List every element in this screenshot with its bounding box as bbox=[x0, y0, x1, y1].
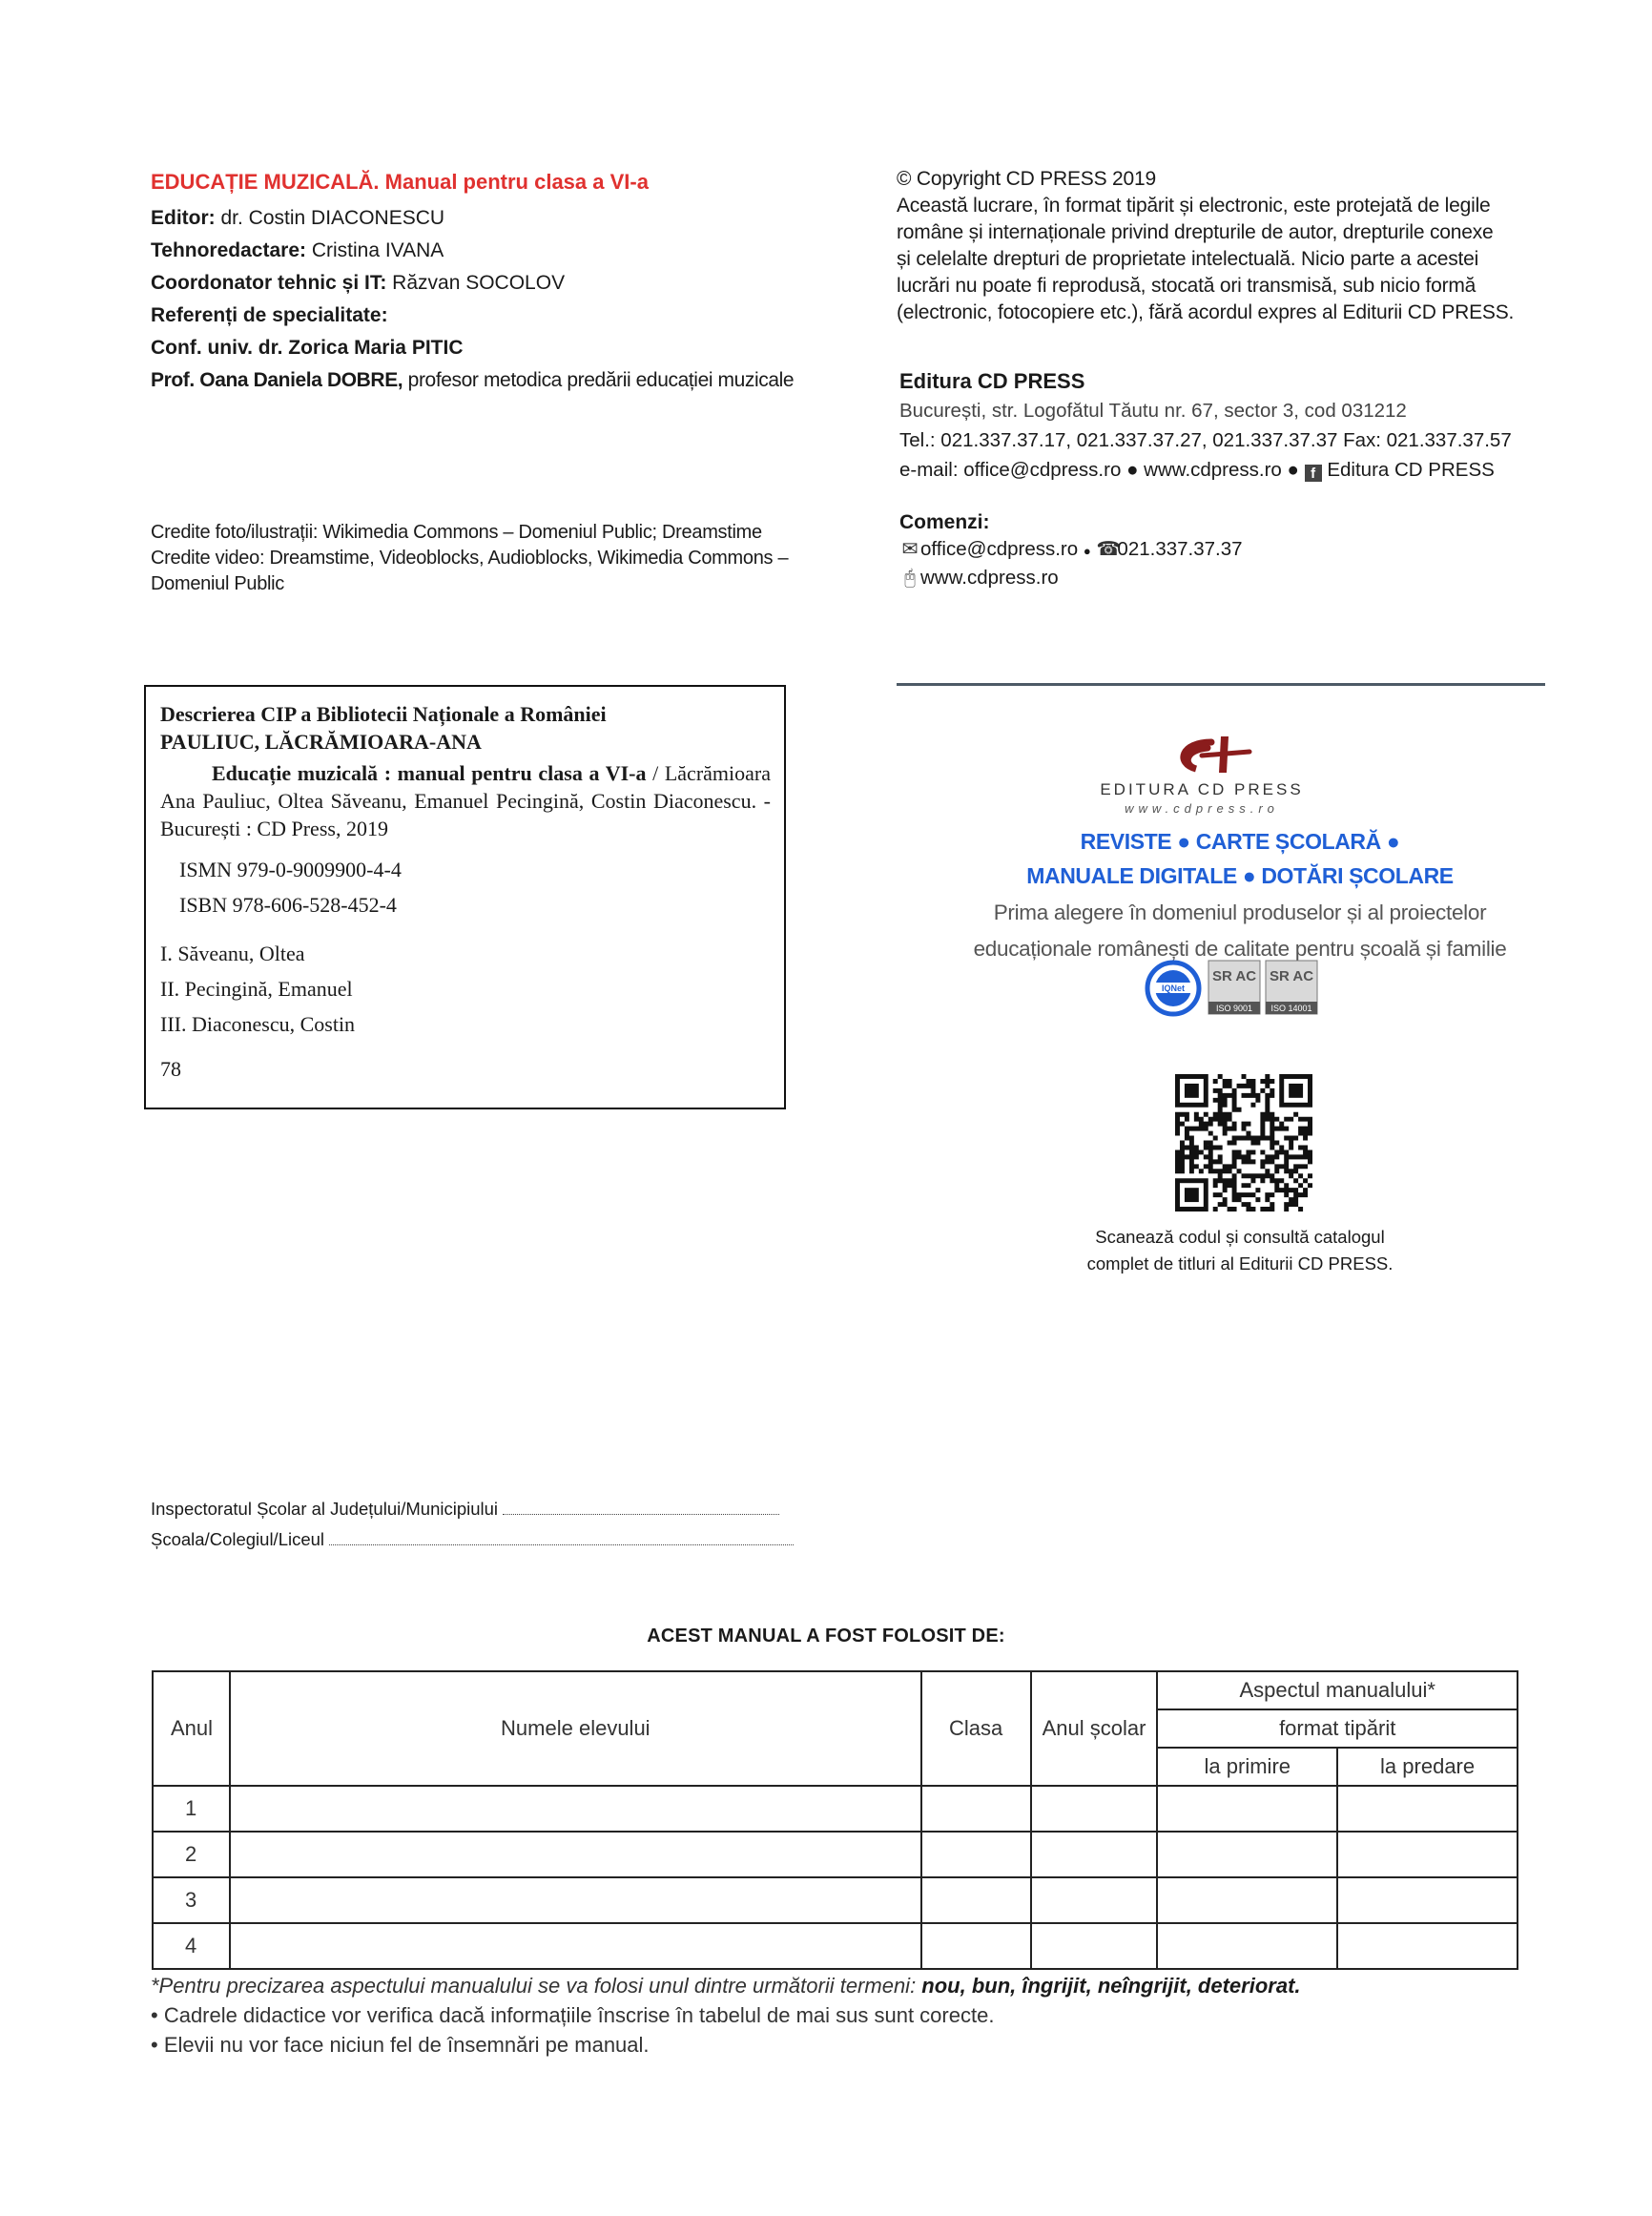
cip-description-box bbox=[144, 685, 786, 1109]
catalog-qr-code[interactable] bbox=[1175, 1074, 1312, 1212]
publisher-info bbox=[899, 366, 1567, 485]
school-year-cell[interactable] bbox=[1031, 1786, 1158, 1832]
class-cell[interactable] bbox=[921, 1786, 1031, 1832]
copyright-text-5: (electronic, fotocopiere etc.), fără acordul expres al Editurii CD PRESS. bbox=[897, 301, 1515, 323]
qr-finder-pattern bbox=[1177, 1181, 1206, 1210]
cip-description-rest: / Lăcrămioara Ana Pauliuc, Oltea Săveanu, Emanuel Pecingină, Costin Diaconescu. - București : CD Press, 2019 bbox=[160, 761, 771, 840]
col-header-aspect: Aspectul manualului* bbox=[1157, 1671, 1518, 1709]
svg-text:ISO 14001: ISO 14001 bbox=[1270, 1004, 1312, 1013]
class-cell[interactable] bbox=[921, 1877, 1031, 1923]
table-row bbox=[153, 1877, 1518, 1923]
cip-added-entry-3: III. Diaconescu, Costin bbox=[160, 1012, 356, 1036]
phone-icon: ☎ bbox=[1096, 538, 1121, 560]
photo-credits-line: Credite foto/ilustrații: Wikimedia Commons – Domeniul Public; Dreamstime bbox=[151, 522, 762, 543]
student-name-cell[interactable] bbox=[230, 1832, 921, 1877]
footnote-text: *Pentru precizarea aspectului manualului se va folosi unul dintre următorii termeni: bbox=[151, 1974, 922, 1998]
envelope-icon: ✉ bbox=[901, 538, 919, 560]
cip-book-title: Educație muzicală : manual pentru clasa a VI-a bbox=[212, 761, 647, 785]
publisher-address: București, str. Logofătul Tăutu nr. 67, sector 3, cod 031212 bbox=[899, 400, 1407, 422]
copyright-text-4: lucrări nu poate fi reprodusă, stocată ori transmisă, sub nicio formă bbox=[897, 275, 1476, 297]
copyright-notice bbox=[897, 166, 1555, 326]
qr-caption-line-1: Scanează codul și consultă catalogul bbox=[1095, 1227, 1385, 1247]
school-year-cell[interactable] bbox=[1031, 1877, 1158, 1923]
publisher-facebook[interactable]: Editura CD PRESS bbox=[1327, 459, 1495, 481]
table-row bbox=[153, 1832, 1518, 1877]
receive-cell[interactable] bbox=[1157, 1877, 1337, 1923]
tech-label: Coordonator tehnic și IT: bbox=[151, 272, 387, 294]
referee-2 bbox=[151, 364, 818, 397]
video-credits-line: Credite video: Dreamstime, Videoblocks, Audioblocks, Wikimedia Commons – bbox=[151, 548, 789, 569]
return-cell[interactable] bbox=[1337, 1923, 1518, 1969]
editor-line bbox=[151, 202, 818, 235]
orders-web-line bbox=[899, 565, 1567, 591]
orders-email[interactable]: office@cdpress.ro bbox=[920, 538, 1079, 560]
bullet-separator: ● bbox=[1083, 544, 1091, 558]
book-title: EDUCAȚIE MUZICALĂ. Manual pentru clasa a VI-a bbox=[151, 170, 649, 194]
svg-text:IQNet: IQNet bbox=[1161, 984, 1186, 993]
cip-added-entry-1: I. Săveanu, Oltea bbox=[160, 942, 305, 965]
row-number: 4 bbox=[153, 1923, 230, 1969]
school-field[interactable] bbox=[329, 1527, 794, 1545]
cip-isbn: ISBN 978-606-528-452-4 bbox=[179, 893, 397, 917]
school-label: Școala/Colegiul/Liceul bbox=[151, 1529, 325, 1549]
logo-wordmark: EDITURA CD PRESS bbox=[1100, 780, 1304, 798]
school-year-cell[interactable] bbox=[1031, 1923, 1158, 1969]
publisher-name: Editura CD PRESS bbox=[899, 369, 1085, 393]
copyright-text-1: Această lucrare, în format tipărit și electronic, este protejată de legile bbox=[897, 195, 1491, 217]
orders-phone: 021.337.37.37 bbox=[1117, 538, 1243, 560]
slogan-tagline-1: Prima alegere în domeniul produselor și al proiectelor bbox=[993, 901, 1487, 924]
cip-header: Descrierea CIP a Bibliotecii Naționale a României bbox=[160, 702, 607, 726]
qr-caption bbox=[1049, 1224, 1431, 1277]
mouse-icon: 🖰 bbox=[903, 567, 917, 589]
bullet-separator: ● bbox=[1287, 459, 1299, 481]
class-cell[interactable] bbox=[921, 1832, 1031, 1877]
cip-description bbox=[160, 759, 771, 842]
row-number: 3 bbox=[153, 1877, 230, 1923]
cip-added-entry-2: II. Pecingină, Emanuel bbox=[160, 977, 353, 1001]
col-header-class: Clasa bbox=[921, 1671, 1031, 1786]
orders-contacts bbox=[899, 536, 1567, 565]
cip-identifiers bbox=[160, 852, 771, 922]
copyright-text-2: române și internaționale privind drepturile de autor, drepturile conexe bbox=[897, 221, 1494, 243]
orders-web[interactable]: www.cdpress.ro bbox=[920, 567, 1059, 589]
school-fill-in bbox=[151, 1494, 818, 1555]
media-credits bbox=[151, 520, 837, 597]
publisher-email[interactable]: e-mail: office@cdpress.ro bbox=[899, 459, 1122, 481]
col-header-school-year: Anul școlar bbox=[1031, 1671, 1158, 1786]
section-divider bbox=[897, 683, 1545, 686]
inspectorate-field[interactable] bbox=[503, 1497, 779, 1515]
cip-ismn: ISMN 979-0-9009900-4-4 bbox=[179, 858, 402, 881]
referee-2-role: profesor metodica predării educației muzicale bbox=[403, 369, 795, 391]
return-cell[interactable] bbox=[1337, 1877, 1518, 1923]
iqnet-certification-icon bbox=[1145, 960, 1202, 1017]
publisher-contacts bbox=[899, 455, 1567, 485]
iso-14001-certification-icon bbox=[1265, 960, 1318, 1015]
receive-cell[interactable] bbox=[1157, 1832, 1337, 1877]
editor-label: Editor: bbox=[151, 207, 216, 229]
svg-text:ISO 9001: ISO 9001 bbox=[1215, 1004, 1253, 1013]
publisher-phones: Tel.: 021.337.37.17, 021.337.37.27, 021.337.37.37 Fax: 021.337.37.57 bbox=[899, 429, 1512, 451]
note-teachers: • Cadrele didactice vor verifica dacă informațiile înscrise în tabelul de mai sus sunt corecte. bbox=[151, 2003, 995, 2027]
referee-1: Conf. univ. dr. Zorica Maria PITIC bbox=[151, 337, 464, 359]
receive-cell[interactable] bbox=[1157, 1786, 1337, 1832]
dtp-label: Tehnoredactare: bbox=[151, 239, 306, 261]
usage-table bbox=[152, 1670, 1518, 1970]
copyright-line: © Copyright CD PRESS 2019 bbox=[897, 168, 1156, 190]
publisher-slogan bbox=[916, 824, 1564, 967]
facebook-icon: f bbox=[1305, 465, 1322, 482]
referees-label: Referenți de specialitate: bbox=[151, 304, 388, 326]
receive-cell[interactable] bbox=[1157, 1923, 1337, 1969]
orders-label: Comenzi: bbox=[899, 511, 990, 533]
school-year-cell[interactable] bbox=[1031, 1832, 1158, 1877]
bullet-separator: ● bbox=[1126, 459, 1139, 481]
book-credits bbox=[151, 166, 818, 397]
return-cell[interactable] bbox=[1337, 1786, 1518, 1832]
cip-added-entries bbox=[160, 936, 771, 1042]
school-line bbox=[151, 1524, 818, 1555]
student-name-cell[interactable] bbox=[230, 1923, 921, 1969]
note-students: • Elevii nu vor face niciun fel de însemnări pe manual. bbox=[151, 2033, 650, 2057]
class-cell[interactable] bbox=[921, 1923, 1031, 1969]
return-cell[interactable] bbox=[1337, 1832, 1518, 1877]
svg-text:SR AC: SR AC bbox=[1211, 968, 1257, 984]
col-header-return: la predare bbox=[1337, 1748, 1518, 1786]
qr-caption-line-2: complet de titluri al Editurii CD PRESS. bbox=[1086, 1253, 1394, 1274]
col-header-year: Anul bbox=[153, 1671, 230, 1786]
editor-value: dr. Costin DIACONESCU bbox=[215, 207, 445, 229]
footnote-terms: nou, bun, îngrijit, neîngrijit, deteriorat. bbox=[921, 1974, 1301, 1998]
referee-2-name: Prof. Oana Daniela DOBRE, bbox=[151, 369, 403, 391]
table-row bbox=[153, 1786, 1518, 1832]
dtp-value: Cristina IVANA bbox=[306, 239, 444, 261]
inspectorate-label: Inspectoratul Școlar al Județului/Municipiului bbox=[151, 1499, 499, 1519]
qr-finder-pattern bbox=[1177, 1076, 1206, 1105]
logo-url: www.cdpress.ro bbox=[1125, 801, 1279, 816]
col-header-receive: la primire bbox=[1157, 1748, 1337, 1786]
publisher-web[interactable]: www.cdpress.ro bbox=[1144, 459, 1282, 481]
slogan-products-1: REVISTE ● CARTE ȘCOLARĂ ● bbox=[1080, 829, 1400, 854]
cip-author: PAULIUC, LĂCRĂMIOARA-ANA bbox=[160, 730, 482, 754]
tech-value: Răzvan SOCOLOV bbox=[386, 272, 566, 294]
student-name-cell[interactable] bbox=[230, 1786, 921, 1832]
usage-notes bbox=[151, 1971, 1581, 2060]
usage-header-row-1 bbox=[153, 1671, 1518, 1709]
dtp-line bbox=[151, 235, 818, 267]
student-name-cell[interactable] bbox=[230, 1877, 921, 1923]
slogan-products-2: MANUALE DIGITALE ● DOTĂRI ȘCOLARE bbox=[1026, 863, 1454, 888]
slogan-tagline-2: educaționale românești de calitate pentru școală și familie bbox=[973, 937, 1507, 961]
inspectorate-line bbox=[151, 1494, 818, 1524]
tech-line bbox=[151, 267, 818, 300]
video-credits-line-2: Domeniul Public bbox=[151, 573, 285, 594]
row-number: 1 bbox=[153, 1786, 230, 1832]
table-row bbox=[153, 1923, 1518, 1969]
usage-table-title: ACEST MANUAL A FOST FOLOSIT DE: bbox=[647, 1626, 1005, 1646]
copyright-text-3: și celelalte drepturi de proprietate intelectuală. Nicio parte a acestei bbox=[897, 248, 1479, 270]
col-header-name: Numele elevului bbox=[230, 1671, 921, 1786]
orders-info bbox=[899, 509, 1567, 591]
cip-classification: 78 bbox=[160, 1057, 181, 1081]
qr-finder-pattern bbox=[1282, 1076, 1311, 1105]
col-header-format: format tipărit bbox=[1157, 1709, 1518, 1748]
svg-text:SR AC: SR AC bbox=[1269, 968, 1314, 984]
iso-9001-certification-icon bbox=[1208, 960, 1261, 1015]
footnote bbox=[151, 1971, 1581, 2000]
row-number: 2 bbox=[153, 1832, 230, 1877]
